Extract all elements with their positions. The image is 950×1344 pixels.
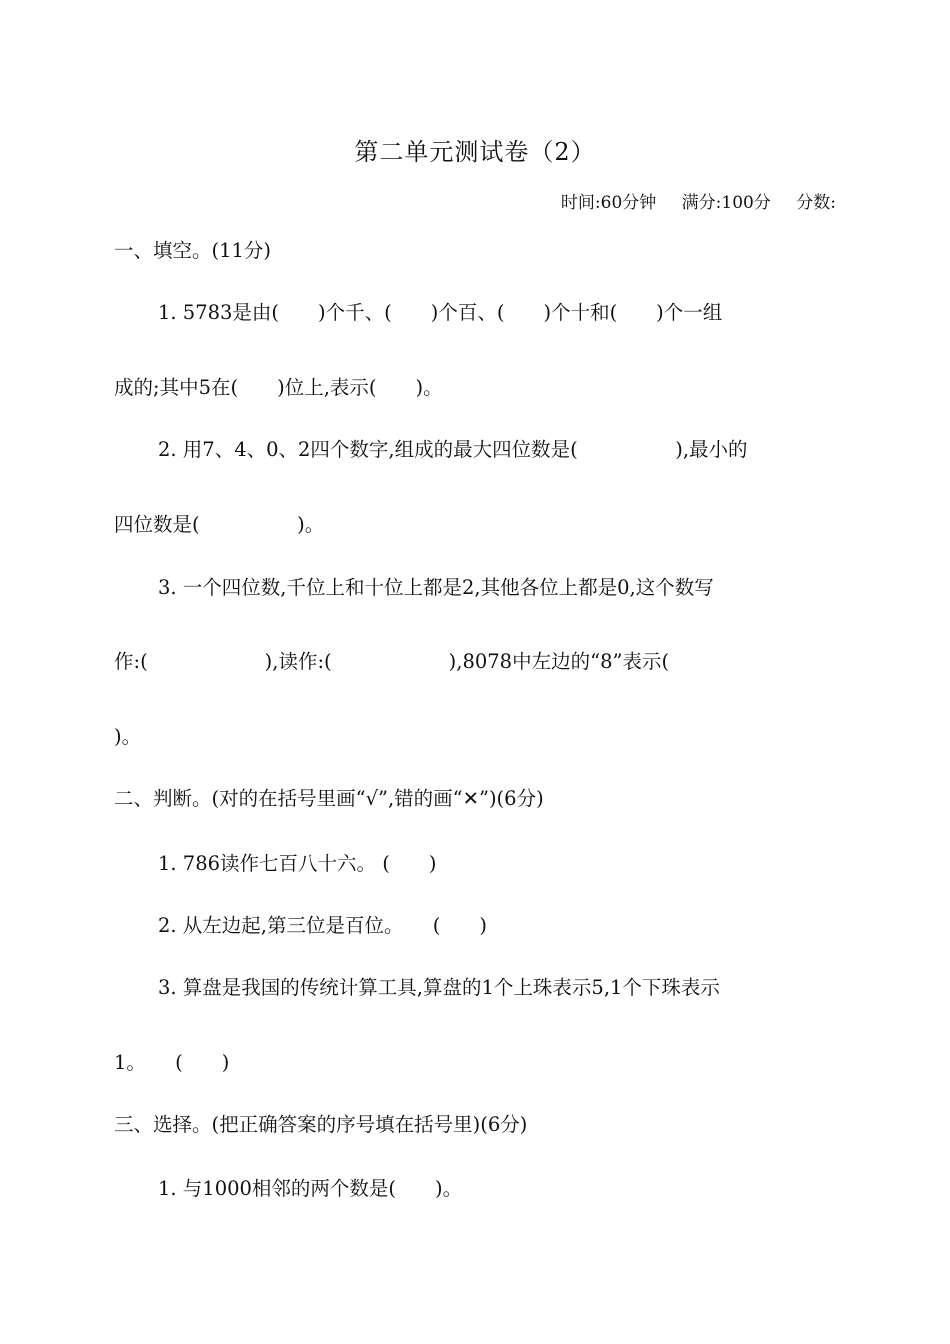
- section-heading-true-false: 二、判断。(对的在括号里画“√”,错的画“✕”)(6分): [114, 787, 544, 810]
- score-field: 分数:: [796, 193, 836, 213]
- question-line: )。: [114, 725, 142, 748]
- time-limit: 时间:60分钟: [560, 193, 657, 213]
- section-heading-multiple-choice: 三、选择。(把正确答案的序号填在括号里)(6分): [114, 1113, 528, 1136]
- exam-meta: [541, 190, 836, 216]
- full-score: 满分:100分: [681, 193, 771, 213]
- question-line: 3. 算盘是我国的传统计算工具,算盘的1个上珠表示5,1个下珠表示: [158, 976, 720, 999]
- question-line: 成的;其中5在( )位上,表示( )。: [114, 376, 443, 399]
- question-line: 作:( ),读作:( ),8078中左边的“8”表示(: [114, 650, 670, 673]
- question-line: 1. 786读作七百八十六。 ( ): [158, 852, 437, 875]
- section-heading-fill-blank: 一、填空。(11分): [114, 239, 272, 262]
- question-line: 3. 一个四位数,千位上和十位上都是2,其他各位上都是0,这个数写: [158, 576, 714, 599]
- question-line: 2. 用7、4、0、2四个数字,组成的最大四位数是( ),最小的: [158, 438, 748, 461]
- question-line: 2. 从左边起,第三位是百位。 ( ): [158, 914, 487, 937]
- question-line: 四位数是( )。: [114, 513, 325, 536]
- question-line: 1。 ( ): [114, 1051, 230, 1074]
- question-line: 1. 与1000相邻的两个数是( )。: [158, 1177, 463, 1200]
- page-title: 第二单元测试卷（2）: [354, 138, 596, 166]
- question-line: 1. 5783是由( )个千、( )个百、( )个十和( )个一组: [158, 301, 723, 324]
